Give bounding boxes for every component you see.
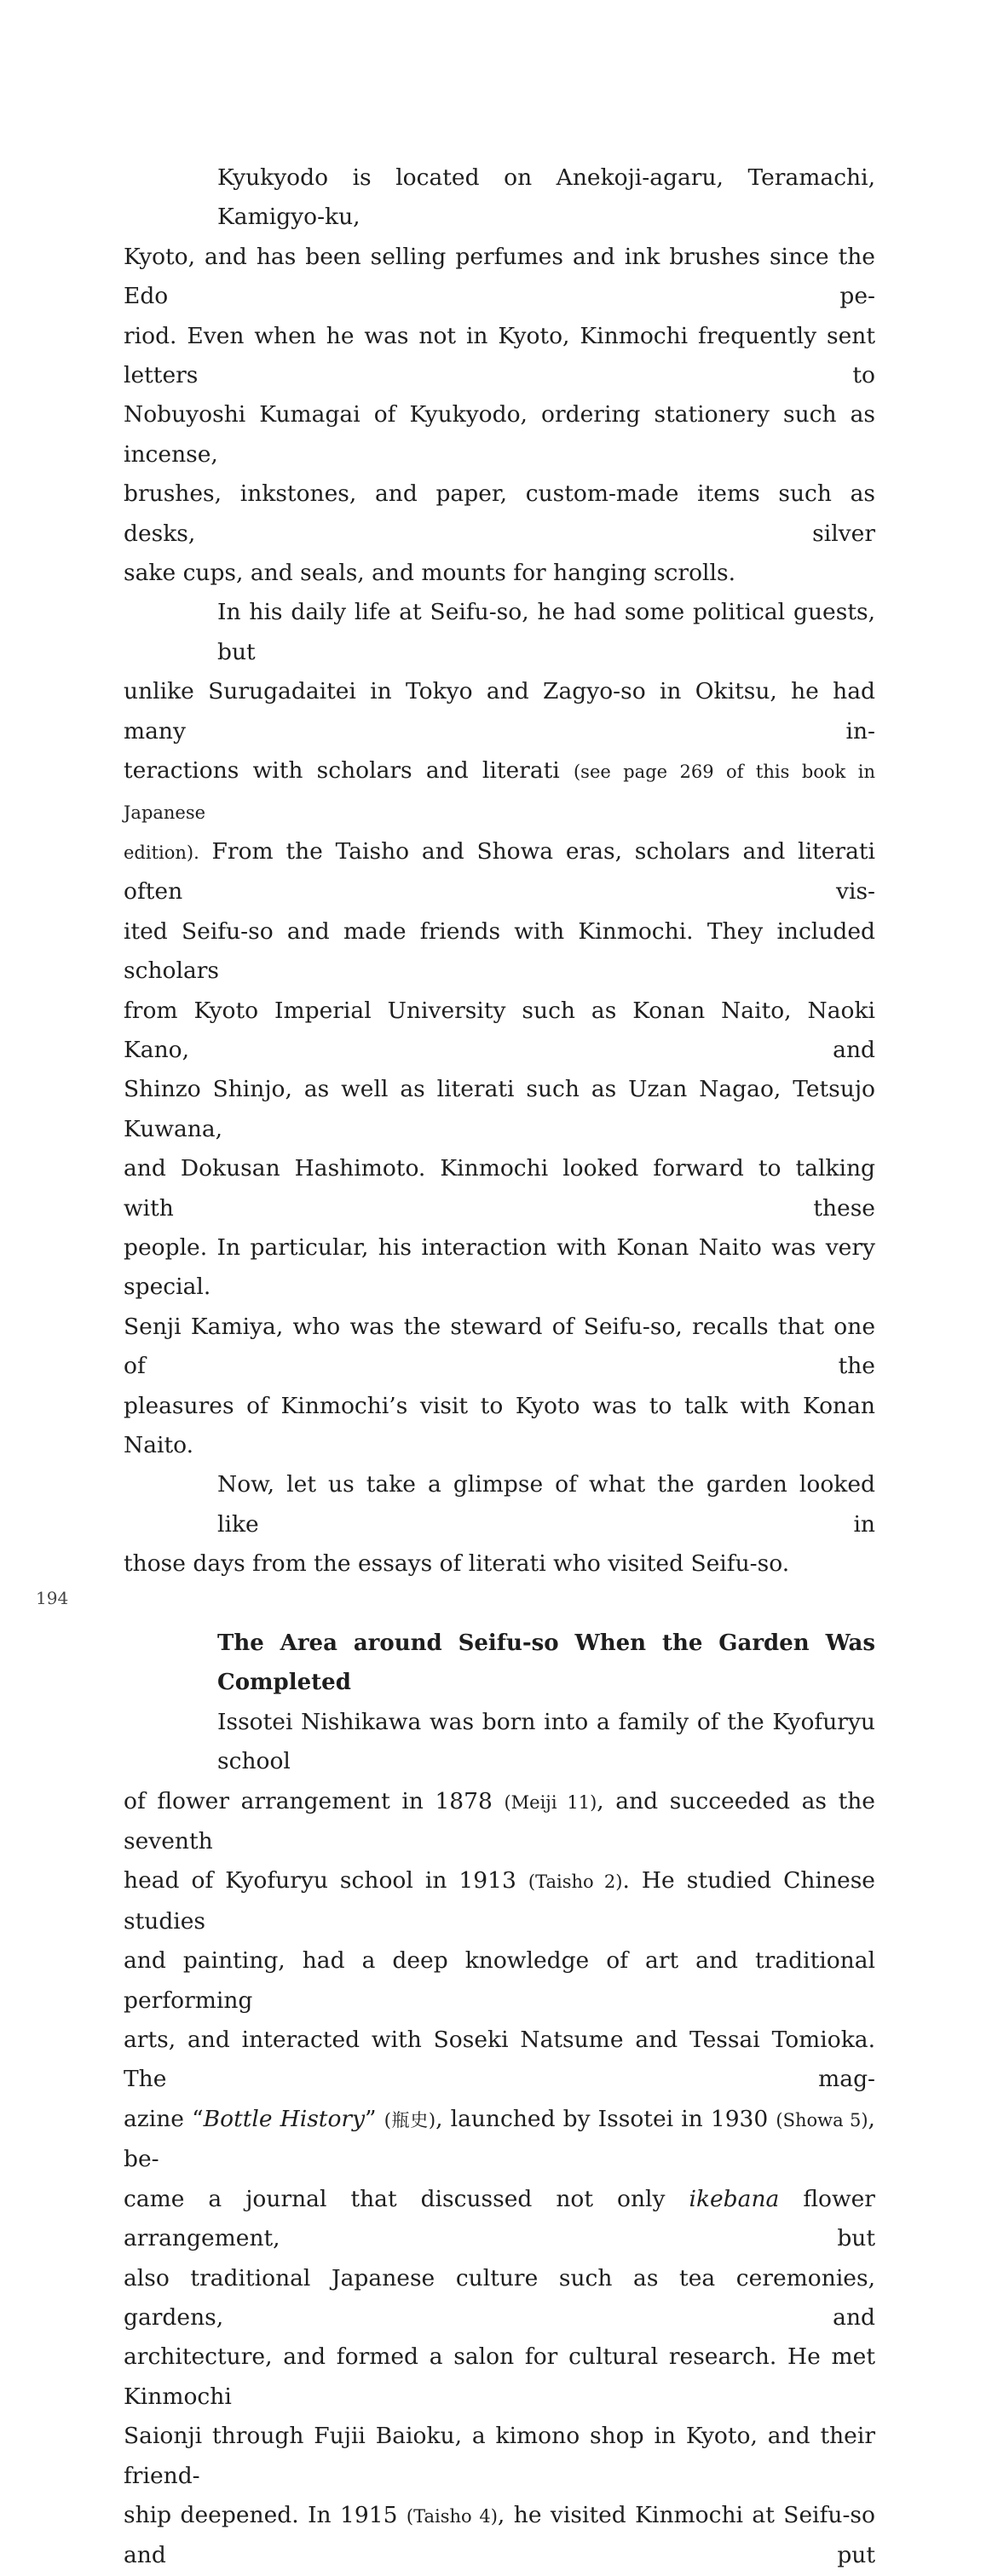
text-run: ship deepened. In 1915: [124, 2501, 398, 2528]
page-reference-note: edition).: [124, 842, 199, 863]
text-line: riod. Even when he was not in Kyoto, Kinmochi frequently sent letters to: [124, 322, 875, 389]
text-line: [124, 2180, 875, 2259]
text-line: Issotei Nishikawa was born into a family of the Kyofuryu school: [217, 1708, 875, 1775]
italic-term: ikebana: [689, 2185, 780, 2212]
text-line: people. In particular, his interaction with Konan Naito was very special.: [124, 1233, 875, 1301]
text-run: , he visited Kinmochi at Seifu-so and put: [124, 2501, 875, 2569]
page-number: 194: [36, 1588, 69, 1608]
text-line: [124, 2100, 875, 2180]
text-line: Kyukyodo is located on Anekoji-agaru, Teramachi, Kamigyo-ku,: [217, 164, 875, 231]
text-line: Kyoto, and has been selling perfumes and ink brushes since the Edo pe-: [124, 243, 875, 310]
era-note: (Showa 5): [776, 2109, 868, 2130]
paragraph-daily-life: [124, 593, 875, 1465]
magazine-title: Bottle History: [203, 2105, 366, 2132]
text-line: architecture, and formed a salon for cultural research. He met Kinmochi: [124, 2343, 875, 2410]
text-run: azine “: [124, 2105, 204, 2132]
era-note: (Taisho 2): [528, 1872, 623, 1893]
text-run: From the Taisho and Showa eras, scholars and literati often vis-: [124, 837, 875, 906]
text-line: and painting, had a deep knowledge of art and traditional performing: [124, 1947, 875, 2014]
text-line: brushes, inkstones, and paper, custom-made items such as desks, silver: [124, 480, 875, 547]
paragraph-glimpse: [124, 1465, 875, 1584]
era-note: (Meiji 11): [504, 1791, 597, 1813]
text-line: unlike Surugadaitei in Tokyo and Zagyo-so in Okitsu, he had many in-: [124, 678, 875, 745]
text-run: flower arrangement, but: [124, 2185, 875, 2252]
text-line: sake cups, and seals, and mounts for hanging scrolls.: [124, 560, 735, 587]
text-line: [124, 832, 875, 912]
text-line: [124, 1782, 875, 1862]
text-line: and Dokusan Hashimoto. Kinmochi looked forward to talking with these: [124, 1155, 875, 1222]
text-line: Saionji through Fujii Baioku, a kimono shop in Kyoto, and their friend-: [124, 2423, 875, 2489]
text-line: arts, and interacted with Soseki Natsume and Tessai Tomioka. The mag-: [124, 2027, 875, 2093]
text-line: from Kyoto Imperial University such as Konan Naito, Naoki Kano, and: [124, 997, 875, 1063]
kanji-note: (瓶史): [384, 2109, 436, 2130]
text-line: [124, 2496, 875, 2576]
text-run: . He studied Chinese studies: [124, 1867, 875, 1935]
text-run: head of Kyofuryu school in 1913: [124, 1867, 516, 1895]
page-reference-note: (see page 269 of this book in Japanese: [124, 762, 875, 823]
text-line: Nobuyoshi Kumagai of Kyukyodo, ordering stationery such as incense,: [124, 401, 875, 468]
body-text: [124, 158, 875, 2576]
text-run: ”: [365, 2105, 384, 2132]
section-heading: The Area around Seifu-so When the Garden Was Completed: [217, 1630, 875, 1696]
text-line: pleasures of Kinmochi’s visit to Kyoto was to talk with Konan Naito.: [124, 1392, 875, 1458]
paragraph-kyukyodo: [124, 158, 875, 593]
text-line: [124, 1861, 875, 1941]
text-line: In his daily life at Seifu-so, he had some political guests, but: [217, 599, 875, 665]
era-note: (Taisho 4): [406, 2505, 498, 2527]
text-line: ited Seifu-so and made friends with Kinmochi. They included scholars: [124, 917, 875, 985]
text-line: Now, let us take a glimpse of what the garden looked like in: [217, 1471, 875, 1538]
text-run: , and succeeded as the seventh: [124, 1787, 875, 1855]
text-line: also traditional Japanese culture such as tea ceremonies, gardens, and: [124, 2264, 875, 2331]
text-line: [124, 751, 875, 832]
text-run: , launched by Issotei in 1930: [435, 2105, 769, 2132]
text-run: came a journal that discussed not only: [124, 2185, 666, 2212]
paragraph-issotei: [124, 1703, 875, 2576]
text-run: of flower arrangement in 1878: [124, 1787, 493, 1814]
text-line: those days from the essays of literati who visited Seifu-so.: [124, 1550, 790, 1578]
text-line: Senji Kamiya, who was the steward of Seifu-so, recalls that one of the: [124, 1313, 875, 1380]
text-run: teractions with scholars and literati: [124, 757, 560, 785]
text-line: Shinzo Shinjo, as well as literati such as Uzan Nagao, Tetsujo Kuwana,: [124, 1076, 875, 1142]
text-run: , be-: [124, 2105, 875, 2173]
